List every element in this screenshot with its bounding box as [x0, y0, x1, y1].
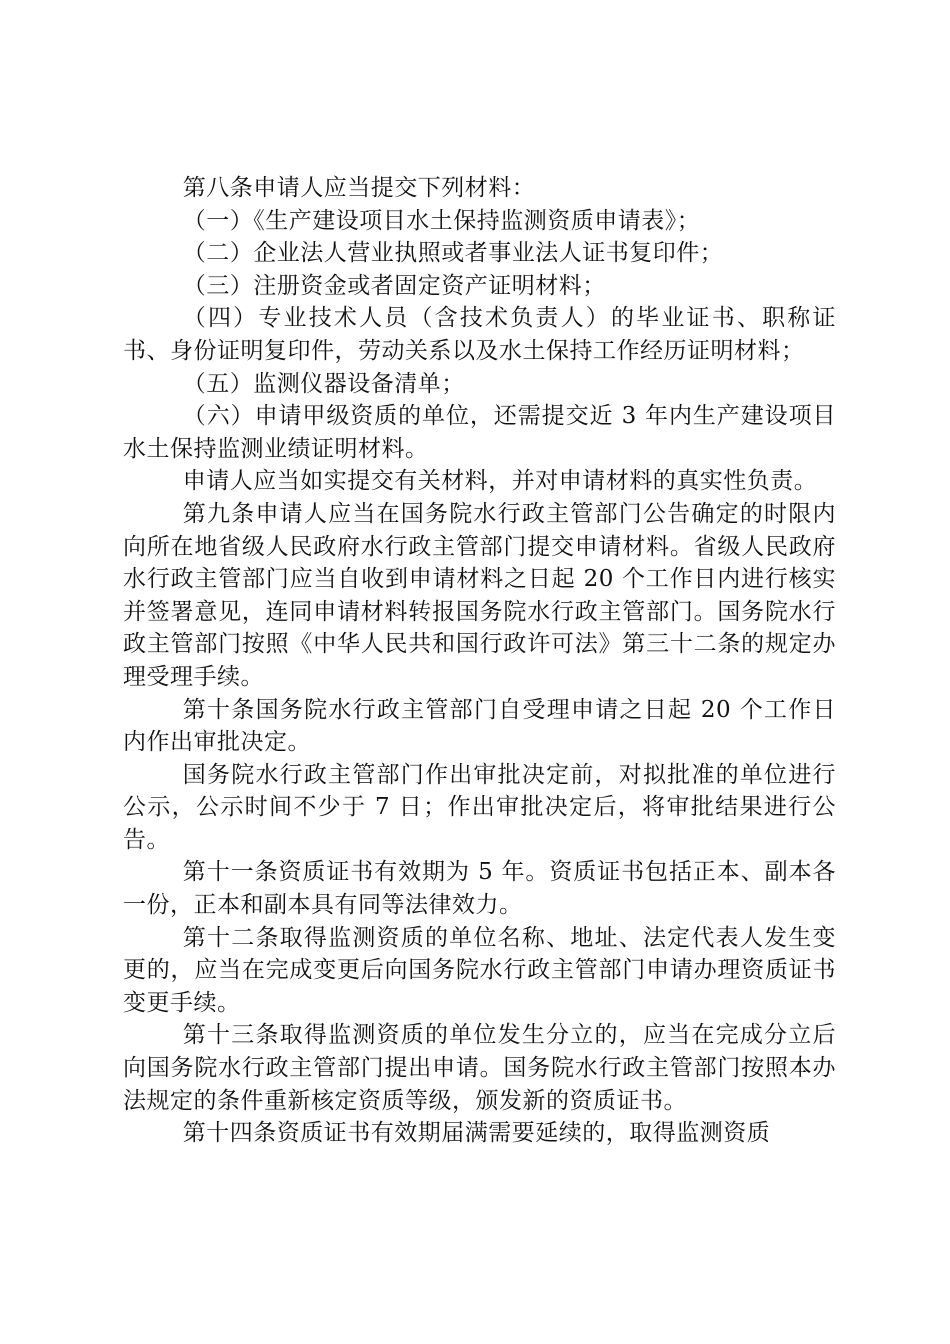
paragraph-article-8: 第八条申请人应当提交下列材料：	[182, 175, 536, 201]
paragraph-article-10: 第十条国务院水行政主管部门自受理申请之日起 20 个工作日内作出审批决定。	[123, 696, 836, 756]
list-item-4: （四）专业技术人员（含技术负责人）的毕业证书、职称证书、身份证明复印件，劳动关系以及水土保持工作经历证明材料；	[123, 305, 836, 364]
paragraph-publicity: 国务院水行政主管部门作出审批决定前，对拟批准的单位进行公示，公示时间不少于 7 日；作出审批决定后，将审批结果进行公告。	[123, 761, 836, 853]
document-body	[123, 172, 836, 1150]
paragraph-article-12: 第十二条取得监测资质的单位名称、地址、法定代表人发生变更的，应当在完成变更后向国务院水行政主管部门申请办理资质证书变更手续。	[123, 924, 836, 1016]
list-item-1: （一）《生产建设项目水土保持监测资质申请表》；	[182, 207, 701, 234]
paragraph-article-9: 第九条申请人应当在国务院水行政主管部门公告确定的时限内向所在地省级人民政府水行政主管部门提交申请材料。省级人民政府水行政主管部门应当自收到申请材料之日起 20 个工作日内进行核实并签署意见，连同申请材料转报国务院水行政主管部门。国务院水行政主管部门按照《中华人民共和国行政许可法》第三十二条的规定办理受理手续。	[123, 500, 836, 690]
paragraph-article-11: 第十一条资质证书有效期为 5 年。资质证书包括正本、副本各一份，正本和副本具有同等法律效力。	[123, 859, 836, 919]
paragraph-truthfulness: 申请人应当如实提交有关材料，并对申请材料的真实性负责。	[182, 468, 818, 495]
list-item-6: （六）申请甲级资质的单位，还需提交近 3 年内生产建设项目水土保持监测业绩证明材料。	[123, 403, 836, 462]
list-item-5: （五）监测仪器设备清单；	[182, 370, 465, 397]
paragraph-article-14: 第十四条资质证书有效期届满需要延续的，取得监测资质	[182, 1120, 771, 1147]
paragraph-article-13: 第十三条取得监测资质的单位发生分立的，应当在完成分立后向国务院水行政主管部门提出申请。国务院水行政主管部门按照本办法规定的条件重新核定资质等级，颁发新的资质证书。	[123, 1022, 836, 1114]
list-item-2: （二）企业法人营业执照或者事业法人证书复印件；	[182, 240, 724, 267]
list-item-3: （三）注册资金或者固定资产证明材料；	[182, 272, 606, 299]
